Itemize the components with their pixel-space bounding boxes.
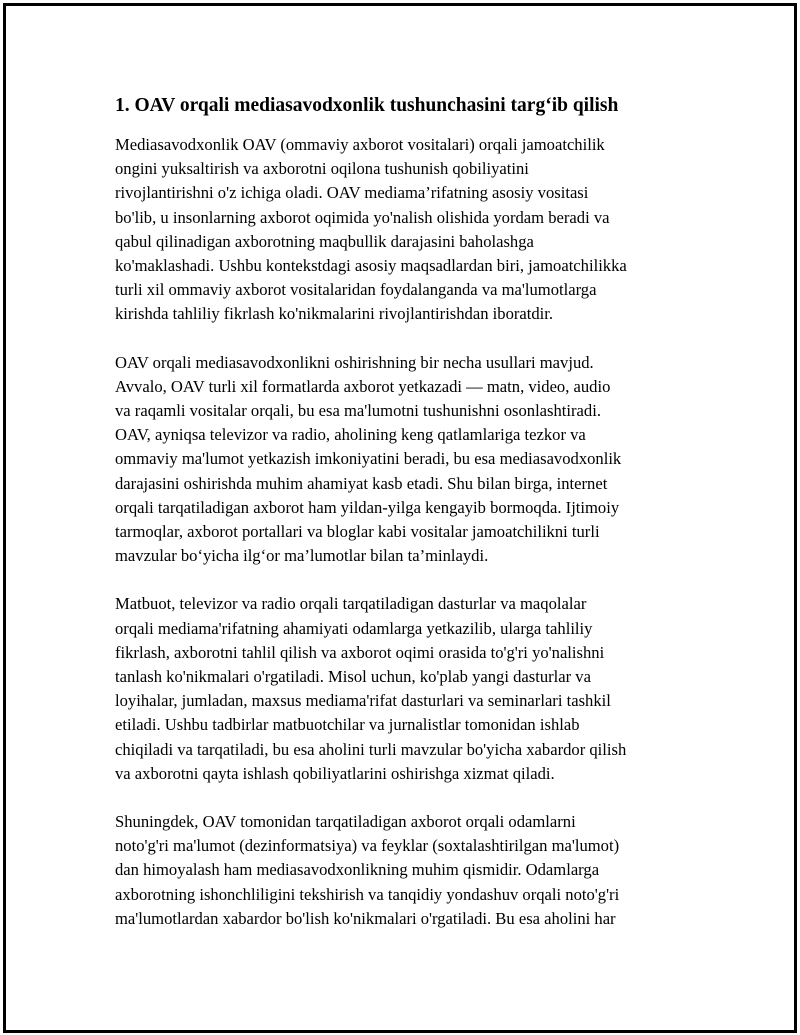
text-line: kirishda tahliliy fikrlash ko'nikmalarini rivojlantirishdan iboratdir. <box>115 304 554 324</box>
document-body <box>115 93 695 955</box>
text-line: Matbuot, televizor va radio orqali tarqatiladigan dasturlar va maqolalar <box>115 594 587 614</box>
text-line: chiqiladi va tarqatiladi, bu esa aholini turli mavzular bo'yicha xabardor qilish <box>115 739 627 759</box>
text-line: orqali mediama'rifatning ahamiyati odamlarga yetkazilib, ularga tahliliy <box>115 618 593 638</box>
text-line: mavzular bo‘yicha ilg‘or ma’lumotlar bilan ta’minlaydi. <box>115 546 489 566</box>
text-line: axborotning ishonchliligini tekshirish va tanqidiy yondashuv orqali noto'g'ri <box>115 884 620 904</box>
text-line: Avvalo, OAV turli xil formatlarda axborot yetkazadi — matn, video, audio <box>115 376 611 396</box>
text-line: ongini yuksaltirish va axborotni oqilona tushunish qobiliyatini <box>115 159 529 179</box>
text-line: orqali tarqatiladigan axborot ham yildan-yilga kengayib bormoqda. Ijtimoiy <box>115 497 620 517</box>
text-line: bo'lib, u insonlarning axborot oqimida yo'nalish olishida yordam beradi va <box>115 207 610 227</box>
section-heading: 1. OAV orqali mediasavodxonlik tushunchasini targ‘ib qilish <box>115 95 619 116</box>
text-line: noto'g'ri ma'lumot (dezinformatsiya) va feyklar (soxtalashtirilgan ma'lumot) <box>115 836 620 856</box>
text-line: turli xil ommaviy axborot vositalaridan foydalanganda va ma'lumotlarga <box>115 280 597 300</box>
text-line: tarmoqlar, axborot portallari va bloglar kabi vositalar jamoatchilikni turli <box>115 522 600 542</box>
text-line: va raqamli vositalar orqali, bu esa ma'lumotni tushunishni osonlashtiradi. <box>115 401 601 421</box>
text-line: OAV, ayniqsa televizor va radio, aholining keng qatlamlariga tezkor va <box>115 425 586 445</box>
paragraph-1 <box>115 133 695 327</box>
text-line: va axborotni qayta ishlash qobiliyatlarini oshirishga xizmat qiladi. <box>115 763 555 783</box>
paragraph-3 <box>115 592 695 786</box>
text-line: rivojlantirishni o'z ichiga oladi. OAV mediama’rifatning asosiy vositasi <box>115 183 589 203</box>
text-line: Shuningdek, OAV tomonidan tarqatiladigan axborot orqali odamlarni <box>115 812 576 832</box>
text-line: tanlash ko'nikmalari o'rgatiladi. Misol uchun, ko'plab yangi dasturlar va <box>115 667 591 687</box>
text-line: OAV orqali mediasavodxonlikni oshirishning bir necha usullari mavjud. <box>115 352 594 372</box>
paragraph-4 <box>115 810 695 931</box>
text-line: loyihalar, jumladan, maxsus mediama'rifat dasturlari va seminarlari tashkil <box>115 691 611 711</box>
text-line: ko'maklashadi. Ushbu kontekstdagi asosiy maqsadlardan biri, jamoatchilikka <box>115 256 627 276</box>
text-line: etiladi. Ushbu tadbirlar matbuotchilar va jurnalistlar tomonidan ishlab <box>115 715 580 735</box>
text-line: ommaviy ma'lumot yetkazish imkoniyatini beradi, bu esa mediasavodxonlik <box>115 449 622 469</box>
text-line: darajasini oshirishda muhim ahamiyat kasb etadi. Shu bilan birga, internet <box>115 473 608 493</box>
text-line: Mediasavodxonlik OAV (ommaviy axborot vositalari) orqali jamoatchilik <box>115 135 605 154</box>
text-line: ma'lumotlardan xabardor bo'lish ko'nikmalari o'rgatiladi. Bu esa aholini har <box>115 908 616 928</box>
text-line: dan himoyalash ham mediasavodxonlikning muhim qismidir. Odamlarga <box>115 860 600 880</box>
text-line: fikrlash, axborotni tahlil qilish va axborot oqimi orasida to'g'ri yo'nalishni <box>115 642 605 662</box>
text-line: qabul qilinadigan axborotning maqbullik darajasini baholashga <box>115 231 534 251</box>
paragraph-2 <box>115 351 695 569</box>
